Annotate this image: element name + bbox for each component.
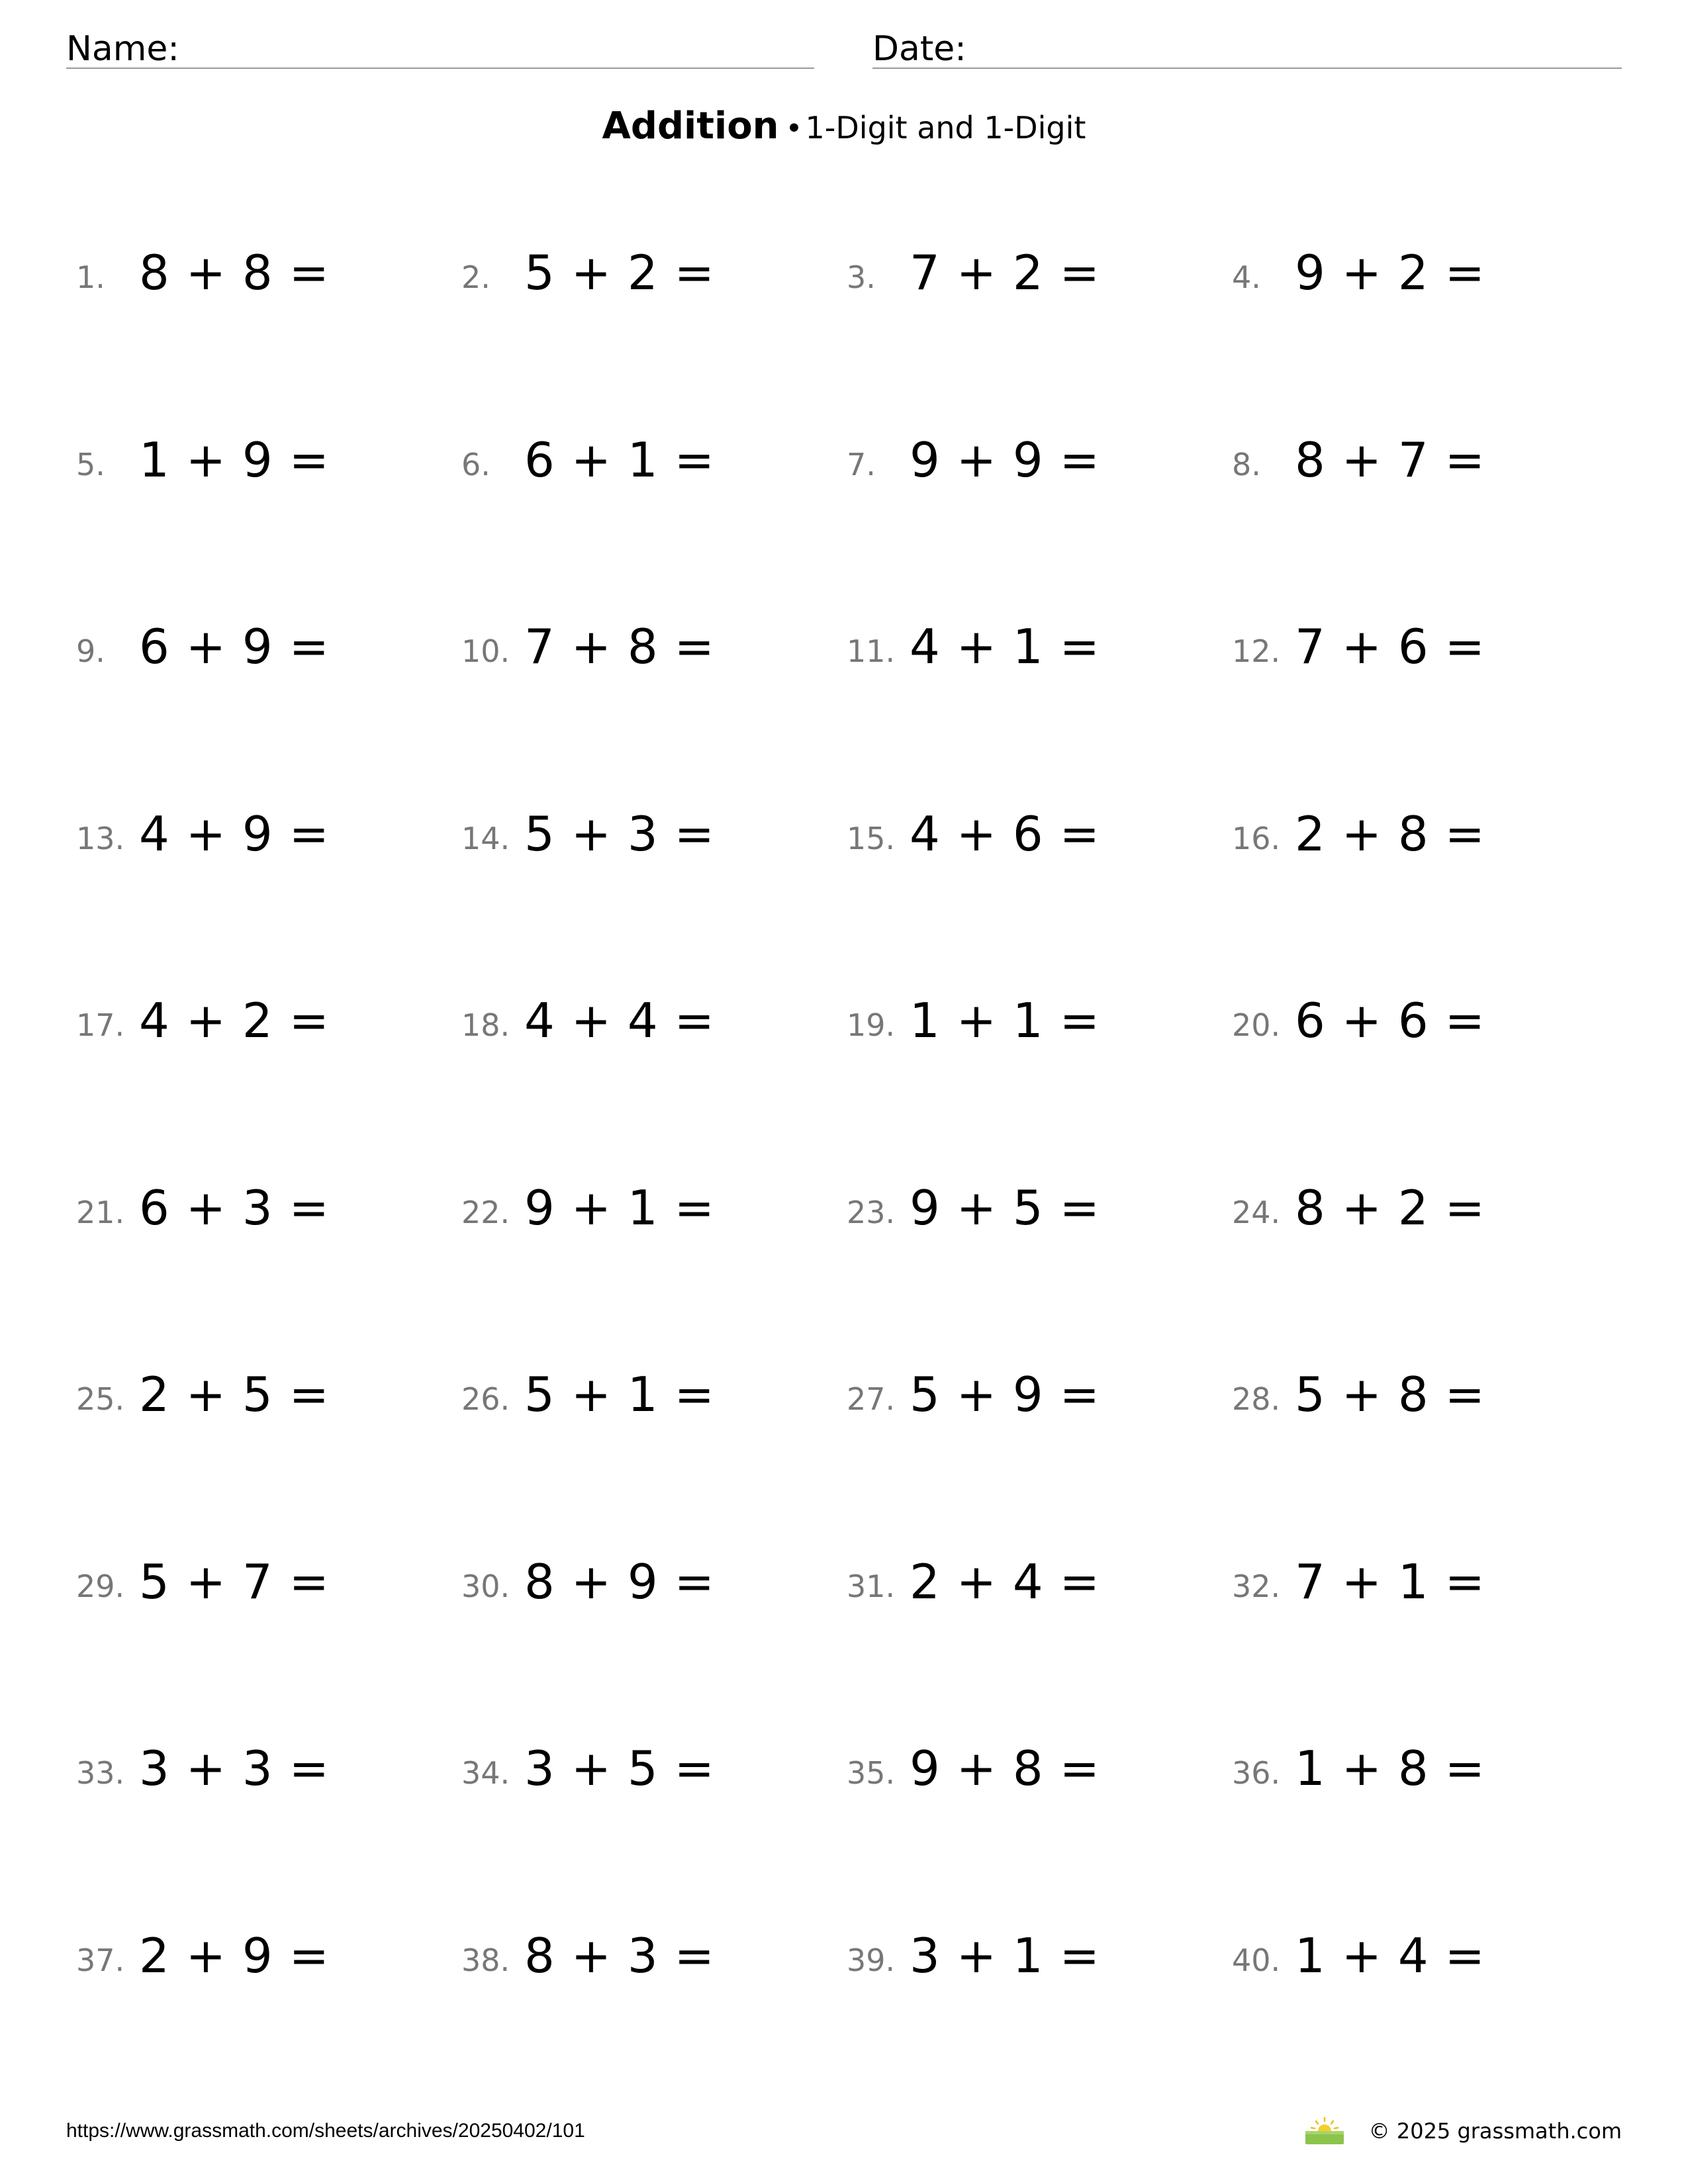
problem-expression: 9 + 5 =	[910, 1179, 1100, 1236]
problem-expression: 9 + 2 =	[1295, 245, 1485, 300]
problem-number: 28.	[1232, 1381, 1281, 1417]
problem-number: 5.	[76, 446, 105, 482]
problem-item[interactable]	[837, 1928, 1207, 1994]
name-field[interactable]	[66, 26, 814, 69]
date-label: Date:	[872, 29, 966, 69]
problem-item[interactable]	[1222, 1741, 1593, 1807]
problem-expression: 2 + 4 =	[910, 1553, 1100, 1610]
problem-number: 17.	[76, 1007, 125, 1043]
problem-item[interactable]	[1222, 1180, 1593, 1246]
problem-item[interactable]	[837, 432, 1207, 498]
problem-item[interactable]	[1222, 432, 1593, 498]
problem-item[interactable]	[451, 1367, 822, 1433]
problem-item[interactable]	[837, 1554, 1207, 1620]
problem-item[interactable]	[66, 1180, 437, 1246]
problem-number: 40.	[1232, 1942, 1281, 1978]
name-label: Name:	[66, 29, 179, 69]
problem-item[interactable]	[451, 245, 822, 311]
problem-item[interactable]	[837, 245, 1207, 311]
problem-expression: 8 + 3 =	[524, 1927, 715, 1983]
problem-item[interactable]	[451, 1928, 822, 1994]
problem-expression: 8 + 7 =	[1295, 432, 1485, 488]
problem-item[interactable]	[66, 619, 437, 685]
problem-item[interactable]	[1222, 993, 1593, 1059]
problem-item[interactable]	[66, 1928, 437, 1994]
problem-number: 35.	[847, 1755, 896, 1791]
problem-expression: 4 + 1 =	[910, 619, 1100, 674]
problem-item[interactable]	[451, 619, 822, 685]
problem-expression: 4 + 4 =	[524, 993, 715, 1048]
problem-number: 9.	[76, 633, 105, 669]
problem-number: 33.	[76, 1755, 125, 1791]
problem-expression: 9 + 1 =	[524, 1179, 715, 1236]
problem-item[interactable]	[66, 1367, 437, 1433]
problem-number: 16.	[1232, 820, 1281, 856]
problem-expression: 1 + 8 =	[1295, 1741, 1485, 1796]
problem-item[interactable]	[66, 432, 437, 498]
title-separator: •	[785, 112, 803, 146]
problem-number: 37.	[76, 1942, 125, 1978]
problem-number: 2.	[461, 259, 491, 295]
problem-item[interactable]	[451, 1180, 822, 1246]
problem-item[interactable]	[451, 1554, 822, 1620]
problem-expression: 5 + 3 =	[524, 805, 715, 862]
problem-item[interactable]	[66, 806, 437, 872]
problem-number: 1.	[76, 259, 105, 295]
footer-copyright: © 2025 grassmath.com	[1368, 2118, 1622, 2144]
problem-item[interactable]	[451, 432, 822, 498]
problem-expression: 3 + 3 =	[139, 1741, 330, 1796]
problem-number: 26.	[461, 1381, 510, 1417]
problem-item[interactable]	[1222, 1367, 1593, 1433]
problem-expression: 3 + 5 =	[524, 1741, 715, 1796]
problem-expression: 2 + 9 =	[139, 1927, 330, 1983]
problem-expression: 5 + 8 =	[1295, 1367, 1485, 1422]
problem-number: 14.	[461, 820, 510, 856]
problem-expression: 6 + 3 =	[139, 1179, 330, 1236]
problem-number: 15.	[847, 820, 896, 856]
problem-item[interactable]	[1222, 1554, 1593, 1620]
problem-expression: 9 + 9 =	[910, 432, 1100, 488]
problem-number: 38.	[461, 1942, 510, 1978]
problem-expression: 1 + 4 =	[1295, 1927, 1485, 1983]
problem-item[interactable]	[1222, 806, 1593, 872]
problem-expression: 1 + 9 =	[139, 432, 330, 488]
problem-item[interactable]	[66, 245, 437, 311]
problem-expression: 9 + 8 =	[910, 1741, 1100, 1796]
problem-item[interactable]	[837, 1180, 1207, 1246]
problem-number: 25.	[76, 1381, 125, 1417]
problem-expression: 7 + 6 =	[1295, 619, 1485, 674]
problem-item[interactable]	[837, 1741, 1207, 1807]
problem-number: 21.	[76, 1194, 125, 1230]
problem-number: 10.	[461, 633, 510, 669]
problem-number: 4.	[1232, 259, 1261, 295]
problem-expression: 7 + 8 =	[524, 619, 715, 674]
problem-expression: 6 + 6 =	[1295, 993, 1485, 1048]
problem-expression: 6 + 1 =	[524, 432, 715, 488]
problem-number: 20.	[1232, 1007, 1281, 1043]
problem-expression: 8 + 9 =	[524, 1553, 715, 1610]
problem-expression: 1 + 1 =	[910, 993, 1100, 1048]
problem-number: 6.	[461, 446, 491, 482]
problem-number: 32.	[1232, 1568, 1281, 1604]
problem-expression: 5 + 1 =	[524, 1367, 715, 1422]
problem-number: 34.	[461, 1755, 510, 1791]
problem-expression: 2 + 5 =	[139, 1367, 330, 1422]
problem-expression: 8 + 8 =	[139, 245, 330, 300]
problem-item[interactable]	[66, 1741, 437, 1807]
problem-item[interactable]	[1222, 619, 1593, 685]
problem-number: 12.	[1232, 633, 1281, 669]
problem-expression: 5 + 7 =	[139, 1553, 330, 1610]
problem-expression: 3 + 1 =	[910, 1927, 1100, 1983]
problem-expression: 2 + 8 =	[1295, 805, 1485, 862]
problem-number: 39.	[847, 1942, 896, 1978]
date-field[interactable]	[872, 26, 1622, 69]
problem-expression: 6 + 9 =	[139, 619, 330, 674]
problem-expression: 5 + 2 =	[524, 245, 715, 300]
problem-number: 24.	[1232, 1194, 1281, 1230]
problem-item[interactable]	[451, 993, 822, 1059]
problem-item[interactable]	[837, 619, 1207, 685]
problem-item[interactable]	[837, 806, 1207, 872]
problem-number: 11.	[847, 633, 896, 669]
problem-number: 3.	[847, 259, 876, 295]
problem-item[interactable]	[451, 806, 822, 872]
problem-expression: 5 + 9 =	[910, 1367, 1100, 1422]
problem-number: 31.	[847, 1568, 896, 1604]
problem-expression: 7 + 2 =	[910, 245, 1100, 300]
footer-url[interactable]: https://www.grassmath.com/sheets/archives/20250402/101	[66, 2120, 585, 2142]
problem-number: 22.	[461, 1194, 510, 1230]
problem-number: 30.	[461, 1568, 510, 1604]
problem-item[interactable]	[837, 993, 1207, 1059]
worksheet-title	[0, 105, 1688, 148]
problem-expression: 4 + 2 =	[139, 993, 330, 1048]
problem-item[interactable]	[66, 993, 437, 1059]
problem-number: 8.	[1232, 446, 1261, 482]
problem-expression: 8 + 2 =	[1295, 1179, 1485, 1236]
title-main: Addition	[602, 105, 779, 148]
problem-item[interactable]	[837, 1367, 1207, 1433]
problem-number: 18.	[461, 1007, 510, 1043]
problem-item[interactable]	[1222, 245, 1593, 311]
title-subtitle: 1-Digit and 1-Digit	[805, 110, 1086, 146]
problem-number: 36.	[1232, 1755, 1281, 1791]
problem-expression: 7 + 1 =	[1295, 1553, 1485, 1610]
problem-expression: 4 + 9 =	[139, 805, 330, 862]
problem-number: 13.	[76, 820, 125, 856]
problem-number: 27.	[847, 1381, 896, 1417]
problem-expression: 4 + 6 =	[910, 805, 1100, 862]
problem-number: 19.	[847, 1007, 896, 1043]
problem-item[interactable]	[66, 1554, 437, 1620]
problem-number: 7.	[847, 446, 876, 482]
problem-item[interactable]	[1222, 1928, 1593, 1994]
problem-item[interactable]	[451, 1741, 822, 1807]
problem-number: 29.	[76, 1568, 125, 1604]
problem-number: 23.	[847, 1194, 896, 1230]
footer-branding	[1303, 2116, 1622, 2146]
grass-sun-logo-icon	[1303, 2116, 1346, 2146]
